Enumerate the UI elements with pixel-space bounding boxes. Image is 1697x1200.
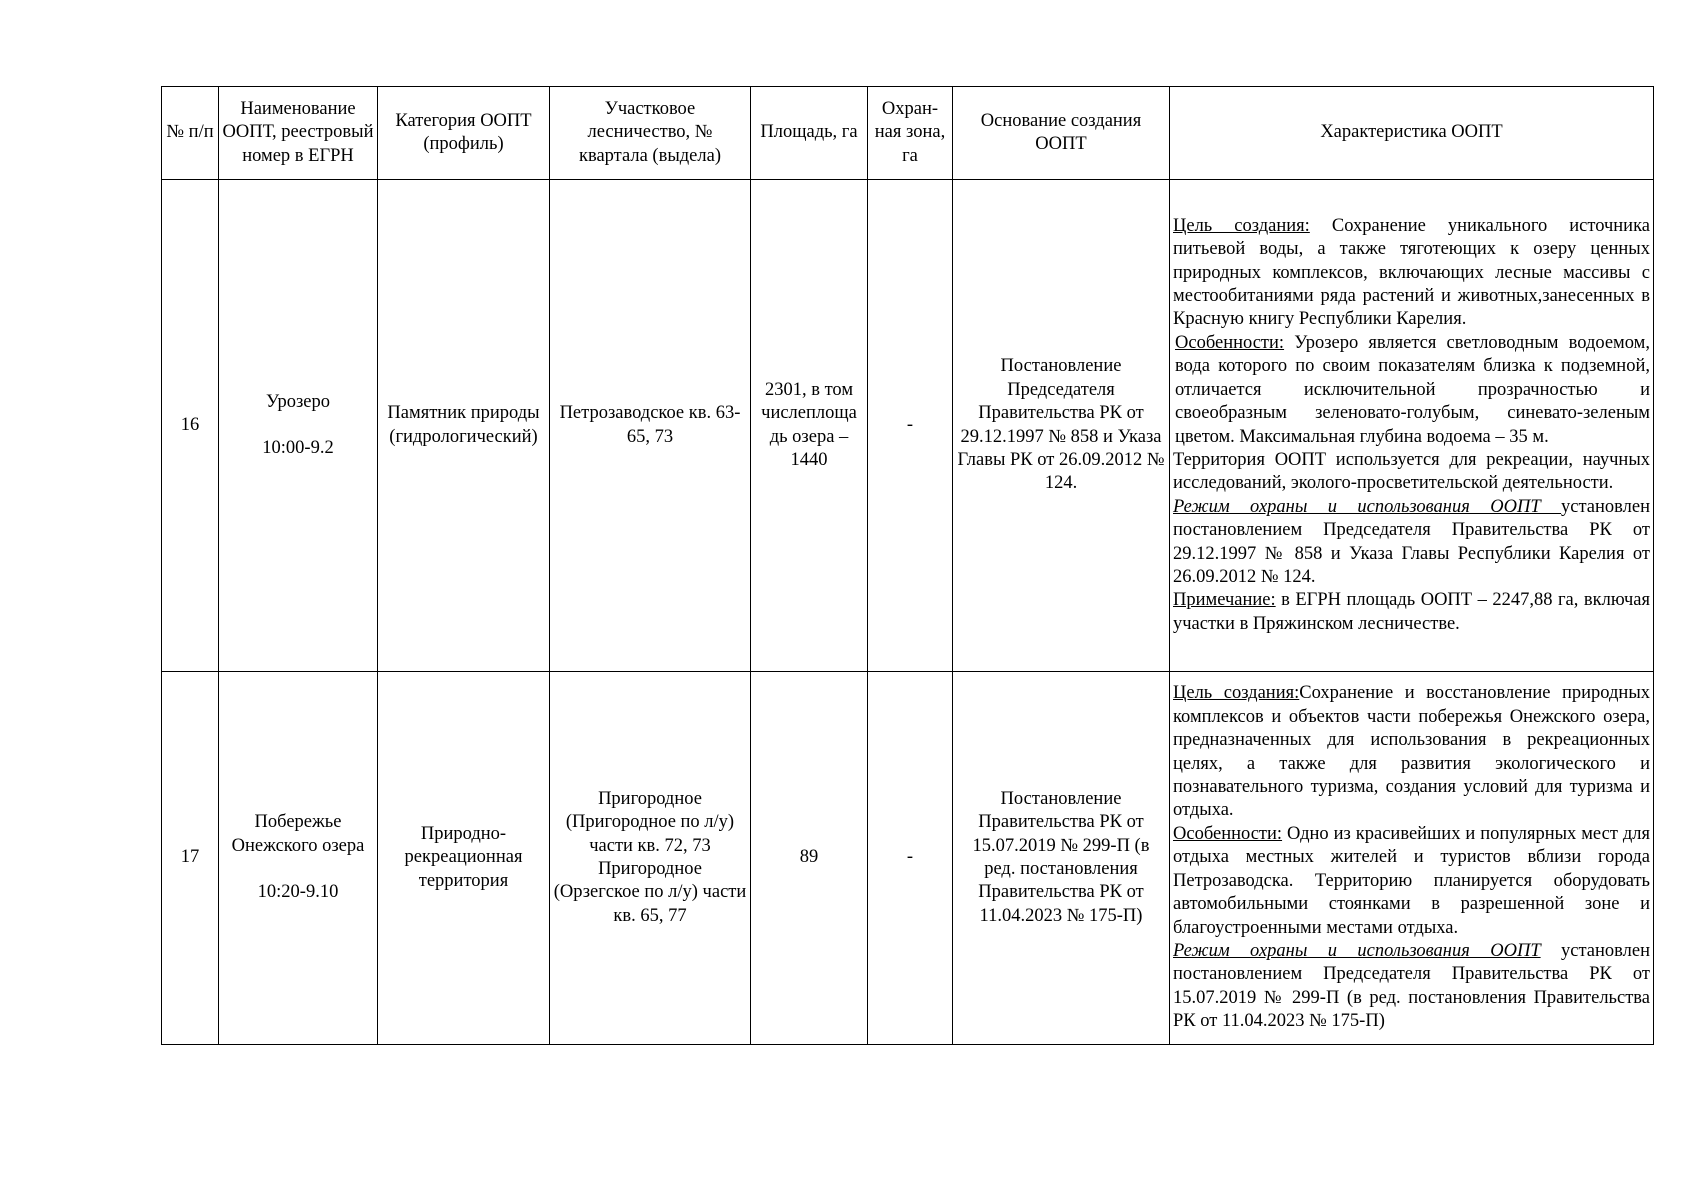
goal-label: Цель создания: <box>1173 683 1300 704</box>
oopt-name: Урозеро <box>266 391 330 412</box>
features-label: Особенности: <box>1173 823 1283 844</box>
header-basis: Основание создания ООПТ <box>953 87 1170 180</box>
registry-number: 10:20-9.10 <box>257 882 339 903</box>
header-category: Категория ООПТ (профиль) <box>378 87 550 180</box>
note-paragraph <box>1173 589 1650 636</box>
buffer-zone-value: - <box>868 180 953 672</box>
header-buffer: Охран-ная зона, га <box>868 87 953 180</box>
header-name: Наименование ООПТ, реестровый номер в ЕГРН <box>219 87 378 180</box>
header-num: № п/п <box>162 87 219 180</box>
features-text: Урозеро является светловодным водоемом, вода которого по своим показателям близка к подземной, отличается исключительной прозрачностью и своеобразным зеленовато-голубым, синевато-зеленым цветом. Максимальная глубина водоема – 35 м. <box>1175 332 1650 447</box>
goal-paragraph <box>1173 682 1650 822</box>
oopt-name-cell <box>219 672 378 1045</box>
regime-label: Режим охраны и использования ООПТ <box>1173 940 1541 961</box>
row-number: 16 <box>162 180 219 672</box>
features-paragraph <box>1173 332 1650 449</box>
header-row <box>162 87 1654 180</box>
regime-text: установлен постановлением Председателя Правительства РК от 29.12.1997 № 858 и Указа Главы Республики Карелия от 26.09.2012 № 124. <box>1173 496 1650 587</box>
buffer-zone-value: - <box>868 672 953 1045</box>
oopt-category: Памятник природы (гидрологический) <box>378 180 550 672</box>
header-description: Характеристика ООПТ <box>1170 87 1654 180</box>
regime-paragraph <box>1173 496 1650 590</box>
creation-basis: Постановление Правительства РК от 15.07.2019 № 299-П (в ред. постановления Правительства РК от 11.04.2023 № 175-П) <box>953 672 1170 1045</box>
goal-label: Цель создания: <box>1173 215 1310 236</box>
oopt-name-cell <box>219 180 378 672</box>
forestry-quarters: Пригородное (Пригородное по л/у) части кв. 72, 73 Пригородное (Орзегское по л/у) части кв. 65, 77 <box>550 672 751 1045</box>
forestry-quarters: Петрозаводское кв. 63-65, 73 <box>550 180 751 672</box>
creation-basis: Постановление Председателя Правительства РК от 29.12.1997 № 858 и Указа Главы РК от 26.09.2012 № 124. <box>953 180 1170 672</box>
area-value: 2301, в том числеплоща дь озера – 1440 <box>751 180 868 672</box>
features-label: Особенности: <box>1175 332 1285 353</box>
usage-paragraph: Территория ООПТ используется для рекреации, научных исследований, эколого-просветительской деятельности. <box>1173 449 1650 494</box>
note-label: Примечание: <box>1173 590 1276 611</box>
features-text: Одно из красивейших и популярных мест для отдыха местных жителей и туристов вблизи города Петрозаводска. Территорию планируется оборудовать автомобильными стоянками в разрешенной зоне и благоустроенными местами отдыха. <box>1173 823 1650 938</box>
note-text: в ЕГРН площадь ООПТ – 2247,88 га, включая участки в Пряжинском лесничестве. <box>1173 590 1650 634</box>
oopt-description <box>1170 180 1654 672</box>
registry-number: 10:00-9.2 <box>262 438 334 458</box>
oopt-description <box>1170 672 1654 1045</box>
oopt-table <box>161 86 1654 1045</box>
table-row <box>162 672 1654 1045</box>
regime-paragraph <box>1173 940 1650 1034</box>
regime-label: Режим охраны и использования ООПТ <box>1173 496 1562 517</box>
regime-text: установлен постановлением Председателя Правительства РК от 15.07.2019 № 299-П (в ред. постановления Правительства РК от 11.04.2023 № 175-П) <box>1173 940 1650 1032</box>
oopt-category: Природно-рекреационная территория <box>378 672 550 1045</box>
features-paragraph <box>1173 823 1650 940</box>
goal-text: Сохранение и восстановление природных комплексов и объектов части побережья Онежского озера, предназначенных для использования в рекреационных целях, а также для развития экологического и познавательного туризма, создания условий для туризма и отдыха. <box>1173 683 1651 821</box>
oopt-name: Побережье Онежского озера <box>231 812 365 856</box>
header-forestry: Участковое лесничество, № квартала (выдела) <box>550 87 751 180</box>
row-number: 17 <box>162 672 219 1045</box>
table-row <box>162 180 1654 672</box>
header-area: Площадь, га <box>751 87 868 180</box>
goal-paragraph <box>1173 215 1650 332</box>
goal-text: Сохранение уникального источника питьевой воды, а также тяготеющих к озеру ценных природных комплексов, включающих лесные массивы с местообитаниями ряда растений и животных,занесенных в Красную книгу Республики Карелия. <box>1173 215 1651 330</box>
area-value: 89 <box>751 672 868 1045</box>
